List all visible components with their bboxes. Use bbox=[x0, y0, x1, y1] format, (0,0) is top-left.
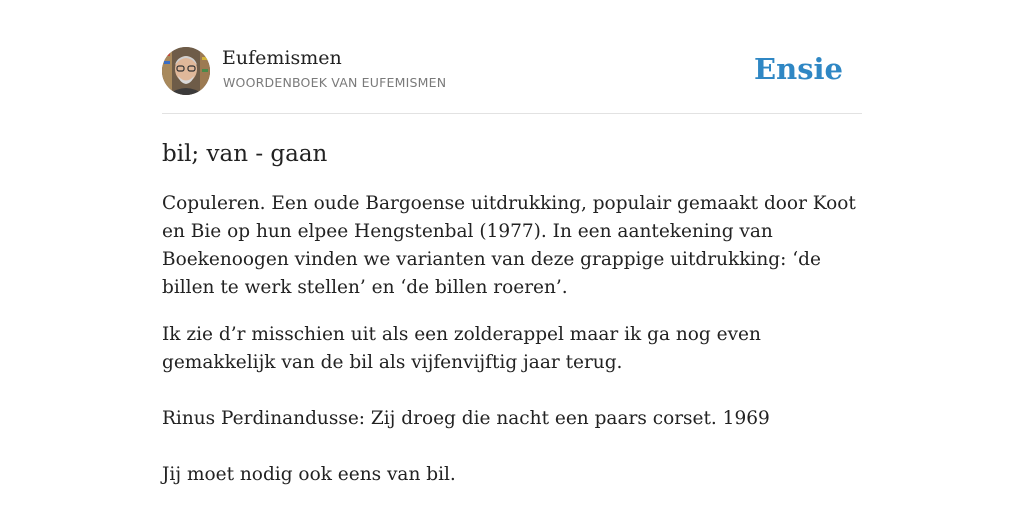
header bbox=[162, 46, 862, 114]
avatar[interactable] bbox=[162, 47, 210, 95]
site-name[interactable]: Eufemismen bbox=[222, 47, 342, 69]
entry-body bbox=[162, 190, 862, 508]
paragraph-source: Rinus Perdinandusse: Zij droeg die nacht een paars corset. 1969 bbox=[162, 408, 770, 429]
brand-logo[interactable]: Ensie bbox=[754, 52, 843, 86]
paragraph-definition: Copuleren. Een oude Bargoense uitdrukking, populair gemaakt door Koot en Bie op hun elpee Hengstenbal (1977). In een aantekening van Boekenoogen vinden we varianten van deze grappige uitdrukking: ‘de billen te werk stellen’ en ‘de billen roeren’. bbox=[162, 193, 856, 298]
entry-title: bil; van - gaan bbox=[162, 141, 328, 167]
paragraph-quote: Ik zie d’r misschien uit als een zolderappel maar ik ga nog even gemakkelijk van de bil als vijfenvijftig jaar terug. bbox=[162, 324, 761, 373]
site-subtitle: WOORDENBOEK VAN EUFEMISMEN bbox=[223, 75, 447, 90]
author-avatar-icon bbox=[162, 47, 210, 95]
paragraph-example: Jij moet nodig ook eens van bil. bbox=[162, 464, 456, 485]
entry-card bbox=[162, 46, 862, 167]
